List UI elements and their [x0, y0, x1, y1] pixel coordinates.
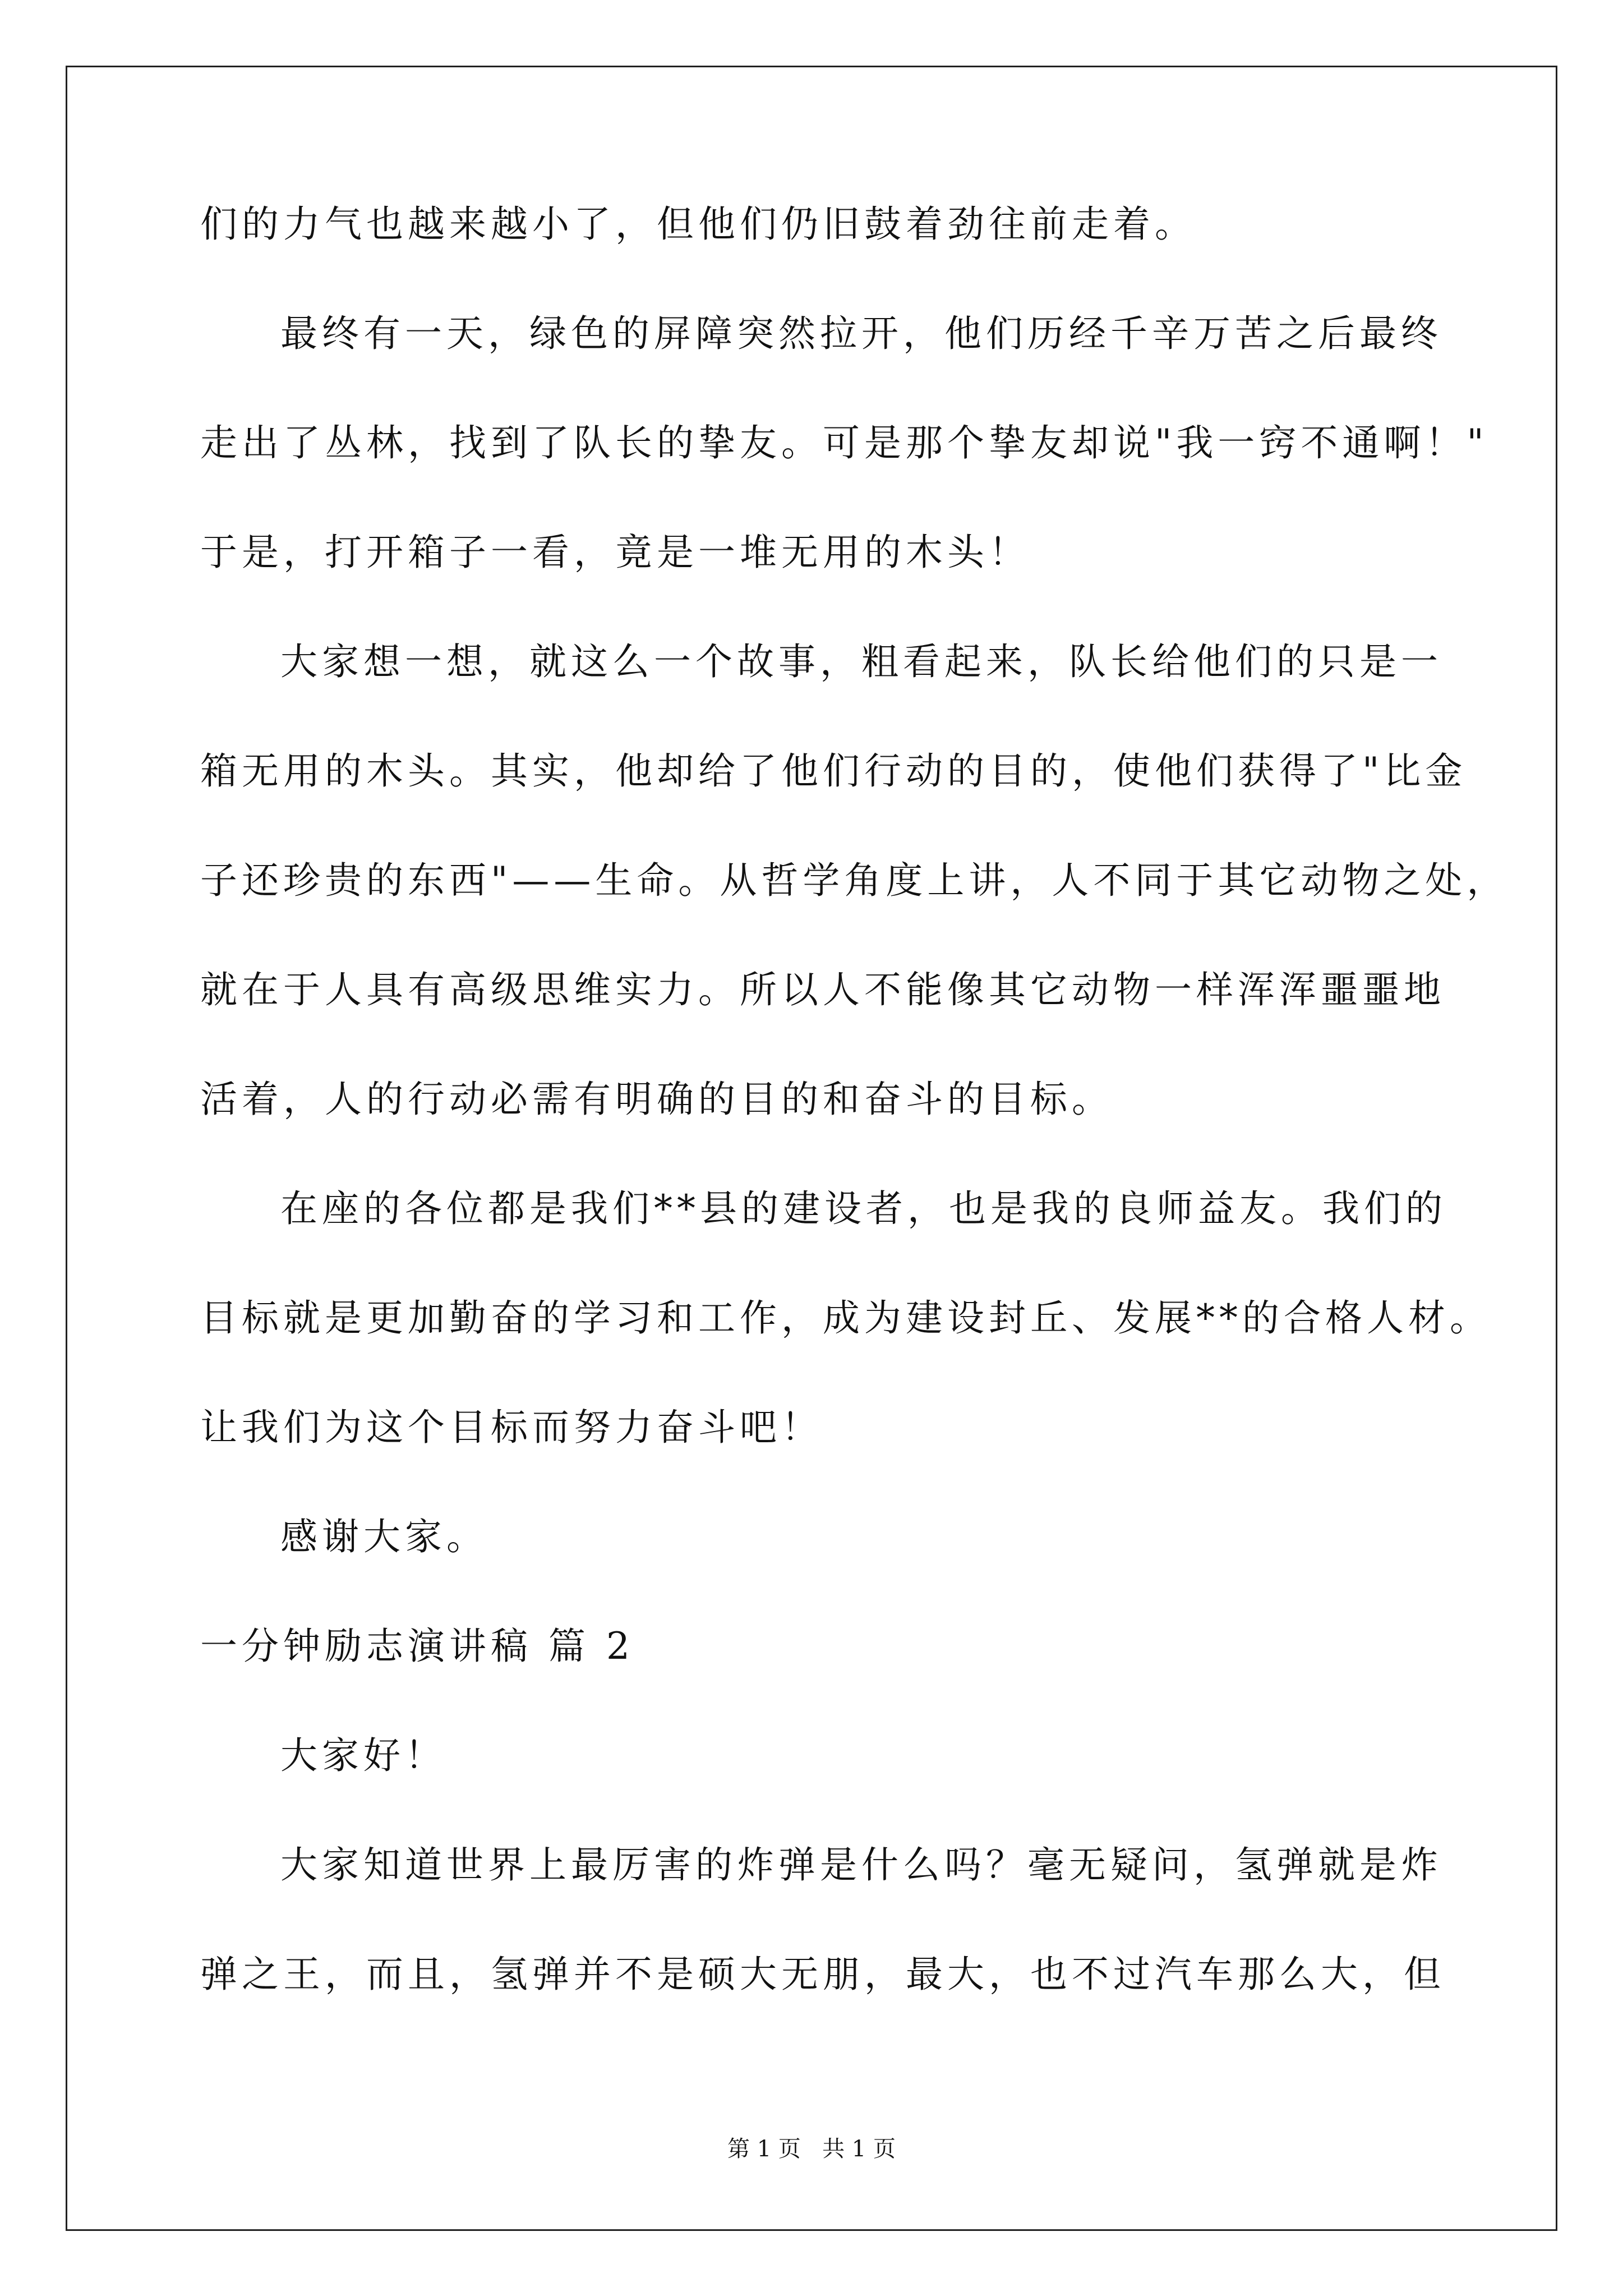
text-line: 于是，打开箱子一看，竟是一堆无用的木头！: [200, 531, 1030, 574]
text-line: 活着，人的行动必需有明确的目的和奋斗的目标。: [200, 1078, 1113, 1121]
section-heading: 一分钟励志演讲稿 篇 2: [200, 1625, 634, 1668]
text-line: 大家好！: [280, 1734, 446, 1777]
text-line: 让我们为这个目标而努力奋斗吧！: [200, 1406, 823, 1449]
text-line: 子还珍贵的东西"——生命。从哲学角度上讲，人不同于其它动物之处，: [200, 859, 1509, 902]
text-line: 感谢大家。: [280, 1515, 488, 1558]
text-line: 最终有一天，绿色的屏障突然拉开，他们历经千辛万苦之后最终: [280, 312, 1442, 355]
text-line: 走出了丛林，找到了队长的挚友。可是那个挚友却说"我一窍不通啊！": [200, 421, 1488, 464]
text-line: 弹之王，而且，氢弹并不是硕大无朋，最大，也不过汽车那么大，但: [200, 1953, 1445, 1996]
page-border: [66, 66, 1557, 2231]
text-line: 们的力气也越来越小了，但他们仍旧鼓着劲往前走着。: [200, 203, 1196, 246]
text-line: 目标就是更加勤奋的学习和工作，成为建设封丘、发展**的合格人材。: [200, 1296, 1491, 1340]
text-line: 大家知道世界上最厉害的炸弹是什么吗？毫无疑问，氢弹就是炸: [280, 1843, 1442, 1887]
text-line: 就在于人具有高级思维实力。所以人不能像其它动物一样浑浑噩噩地: [200, 968, 1445, 1011]
page-footer: 第 1 页 共 1 页: [727, 2136, 896, 2162]
text-line: 在座的各位都是我们**县的建设者，也是我的良师益友。我们的: [280, 1187, 1447, 1230]
text-line: 箱无用的木头。其实，他却给了他们行动的目的，使他们获得了"比金: [200, 749, 1467, 793]
text-line: 大家想一想，就这么一个故事，粗看起来，队长给他们的只是一: [280, 640, 1442, 683]
